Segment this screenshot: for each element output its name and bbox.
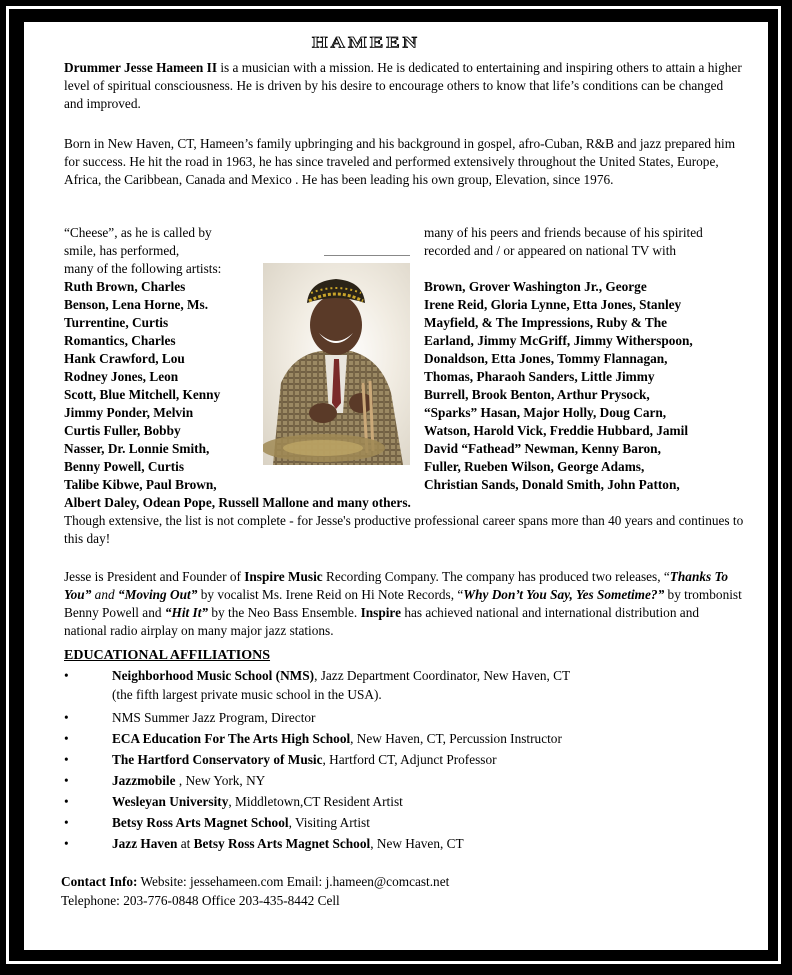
artists-right-line: Mayfield, & The Impressions, Ruby & The bbox=[424, 315, 668, 330]
artists-right-line: Irene Reid, Gloria Lynne, Etta Jones, Stanley bbox=[424, 297, 682, 312]
bullet-icon: • bbox=[64, 668, 69, 683]
education-item-name: Wesleyan University bbox=[112, 794, 229, 809]
artists-left-line: many of the following artists: bbox=[64, 261, 222, 276]
education-item-detail: (the fifth largest private music school in the USA). bbox=[112, 687, 382, 702]
education-item-detail: at bbox=[177, 836, 194, 851]
education-item-detail: , Visiting Artist bbox=[288, 815, 370, 830]
inspire-text: by vocalist Ms. Irene Reid on Hi Note Records, “ bbox=[197, 587, 464, 602]
artists-left-line: Curtis Fuller, Bobby bbox=[64, 423, 181, 438]
bullet-icon: • bbox=[64, 752, 69, 767]
contact-label: Contact Info: bbox=[61, 874, 138, 889]
inspire-text: and bbox=[91, 587, 118, 602]
artists-left-line: Nasser, Dr. Lonnie Smith, bbox=[64, 441, 210, 456]
education-item-detail: NMS Summer Jazz Program, Director bbox=[112, 710, 316, 725]
bullet-icon: • bbox=[64, 710, 69, 725]
bullet-icon: • bbox=[64, 794, 69, 809]
inspire-company: Inspire Music bbox=[244, 569, 323, 584]
inspire-paragraph bbox=[64, 568, 744, 640]
artists-left-line: Talibe Kibwe, Paul Brown, bbox=[64, 477, 217, 492]
bio-text: Born in New Haven, CT, Hameen’s family upbringing and his background in gospel, afro-Cuban, R&B and jazz prepared him for success. He hit the road in 1963, he has since traveled and performed extensively throughout the United States, Europe, Africa, the Caribbean, Canada and Mexico . He has been leading his own group, Elevation, since 1976. bbox=[64, 136, 736, 187]
education-item-detail: , New Haven, CT, Percussion Instructor bbox=[350, 731, 562, 746]
bullet-icon: • bbox=[64, 773, 69, 788]
artists-left-line: Romantics, Charles bbox=[64, 333, 176, 348]
inspire-text: has achieved national and international distribution and national radio airplay on many major jazz stations. bbox=[64, 605, 699, 638]
education-item-detail: , New Haven, CT bbox=[370, 836, 464, 851]
education-item-detail: , Jazz Department Coordinator, New Haven, CT bbox=[314, 668, 571, 683]
education-item-detail: , Middletown,CT Resident Artist bbox=[228, 794, 403, 809]
inspire-text: Recording Company. The company has produced two releases, “ bbox=[322, 569, 670, 584]
artists-note-text: Though extensive, the list is not complete - for Jesse's productive professional career spans more than 40 years and continues to this day! bbox=[64, 513, 744, 546]
artists-left-line: Jimmy Ponder, Melvin bbox=[64, 405, 194, 420]
inspire-text: by the Neo Bass Ensemble. bbox=[208, 605, 361, 620]
release-title: Why Don’t You Say, Yes Sometime?” bbox=[463, 587, 665, 602]
contact-info bbox=[61, 873, 449, 891]
artists-left-line: Rodney Jones, Leon bbox=[64, 369, 179, 384]
artists-left-line: Hank Crawford, Lou bbox=[64, 351, 185, 366]
artists-right-line: Burrell, Brook Benton, Arthur Prysock, bbox=[424, 387, 650, 402]
page-title: HAMEEN bbox=[312, 34, 420, 52]
artists-right-line: recorded and / or appeared on national TV with bbox=[424, 243, 677, 258]
education-item-name: Jazzmobile bbox=[112, 773, 176, 788]
artists-right-line: Christian Sands, Donald Smith, John Patton, bbox=[424, 477, 680, 492]
artists-left-line: Benson, Lena Horne, Ms. bbox=[64, 297, 209, 312]
bullet-icon: • bbox=[64, 836, 69, 851]
artists-left-line: Turrentine, Curtis bbox=[64, 315, 169, 330]
intro-text: is a musician with a mission. He is dedicated to entertaining and inspiring others to attain a higher level of spiritual consciousness. He is driven by his desire to encourage others to know that life’s conditions can be changed and improved. bbox=[64, 60, 742, 111]
artists-left-line: smile, has performed, bbox=[64, 243, 180, 258]
artists-right-line: many of his peers and friends because of his spirited bbox=[424, 225, 703, 240]
artists-right-line: Donaldson, Etta Jones, Tommy Flannagan, bbox=[424, 351, 668, 366]
inspire-text: Jesse is President and Founder of bbox=[64, 569, 245, 584]
education-item-detail: , New York, NY bbox=[175, 773, 266, 788]
artists-right-line: David “Fathead” Newman, Kenny Baron, bbox=[424, 441, 661, 456]
artists-right-line: Brown, Grover Washington Jr., George bbox=[424, 279, 647, 294]
education-item-name: ECA Education For The Arts High School bbox=[112, 731, 351, 746]
education-item-name: Betsy Ross Arts Magnet School bbox=[193, 836, 371, 851]
artists-left-line: Scott, Blue Mitchell, Kenny bbox=[64, 387, 221, 402]
drummer-portrait-icon bbox=[263, 263, 410, 465]
education-item-detail: , Hartford CT, Adjunct Professor bbox=[322, 752, 497, 767]
artists-final-line: Albert Daley, Odean Pope, Russell Mallone and many others. bbox=[64, 495, 411, 510]
musician-photo bbox=[263, 263, 410, 465]
artists-right-line: Earland, Jimmy McGriff, Jimmy Witherspoon, bbox=[424, 333, 693, 348]
education-item-name: The Hartford Conservatory of Music bbox=[112, 752, 323, 767]
contact-web-email: Website: jessehameen.com Email: j.hameen@comcast.net bbox=[137, 874, 450, 889]
release-title: Thanks To You” bbox=[64, 569, 729, 602]
inspire-company: Inspire bbox=[360, 605, 401, 620]
bio-paragraph bbox=[64, 135, 744, 189]
artists-right-line: Fuller, Rueben Wilson, George Adams, bbox=[424, 459, 645, 474]
artists-left-line: Ruth Brown, Charles bbox=[64, 279, 186, 294]
photo-divider bbox=[324, 255, 410, 256]
bullet-icon: • bbox=[64, 815, 69, 830]
artists-left-line: Benny Powell, Curtis bbox=[64, 459, 185, 474]
education-item-name: Jazz Haven bbox=[112, 836, 178, 851]
page bbox=[24, 22, 768, 950]
contact-phone: Telephone: 203-776-0848 Office 203-435-8442 Cell bbox=[61, 893, 340, 908]
artists-note bbox=[64, 512, 744, 548]
intro-name: Drummer Jesse Hameen II bbox=[64, 60, 218, 75]
bullet-icon: • bbox=[64, 731, 69, 746]
artists-right-line: Thomas, Pharaoh Sanders, Little Jimmy bbox=[424, 369, 655, 384]
education-heading: EDUCATIONAL AFFILIATIONS bbox=[64, 648, 271, 663]
intro-paragraph bbox=[64, 59, 744, 113]
artists-right-line: “Sparks” Hasan, Major Holly, Doug Carn, bbox=[424, 405, 667, 420]
artists-right-line: Watson, Harold Vick, Freddie Hubbard, Jamil bbox=[424, 423, 689, 438]
inspire-text: by trombonist Benny Powell and bbox=[64, 587, 742, 620]
education-item-name: Betsy Ross Arts Magnet School bbox=[112, 815, 289, 830]
release-title: “Moving Out” bbox=[117, 587, 198, 602]
artists-left-line: “Cheese”, as he is called by bbox=[64, 225, 212, 240]
education-item-name: Neighborhood Music School (NMS) bbox=[112, 668, 315, 683]
release-title: “Hit It” bbox=[164, 605, 209, 620]
